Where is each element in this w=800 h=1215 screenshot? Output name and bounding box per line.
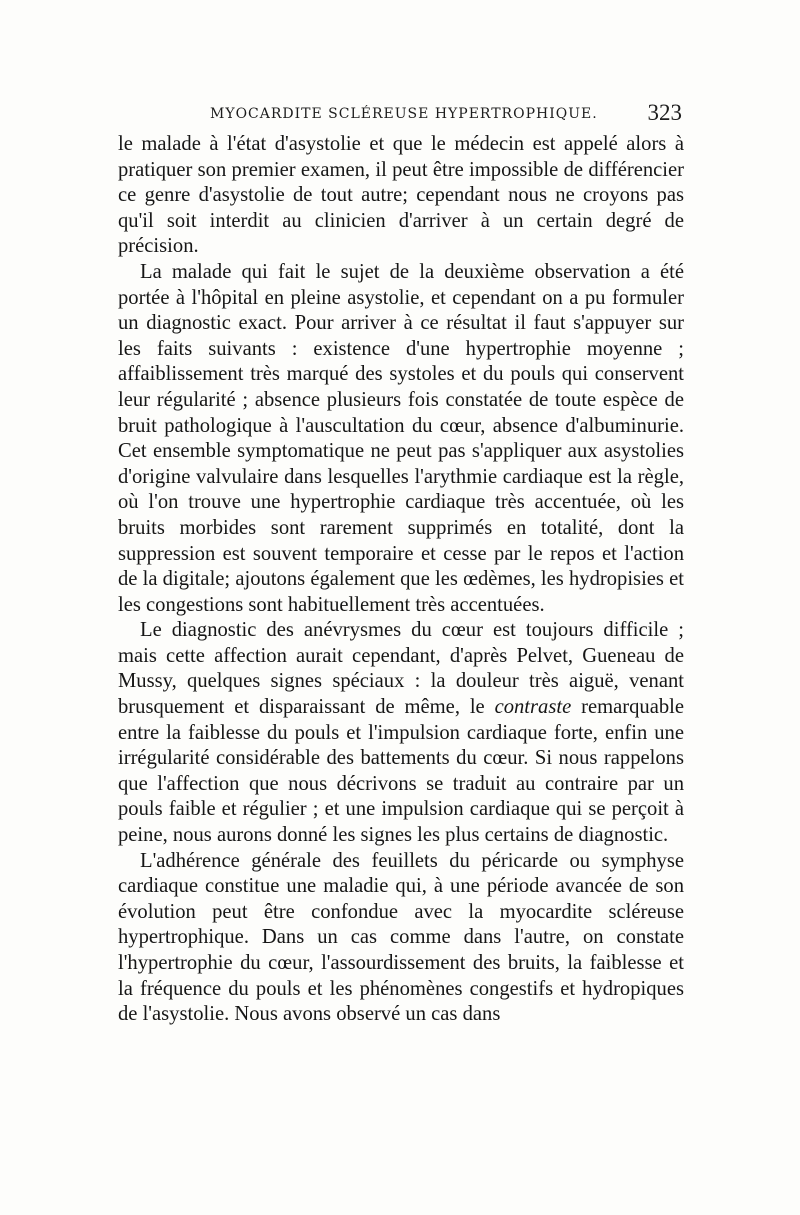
page-number: 323 bbox=[647, 100, 682, 125]
paragraph-anevrysmes-end: remarquable entre la faiblesse du pouls et l'impulsion cardiaque forte, enfin une irrégularité considérable des battements du cœur. Si nous rappelons que l'affection que nous décrivons se traduit au contraire par un pouls faible et régulier ; et une impulsion cardiaque qui se perçoit à peine, nous aurons donné les signes les plus certains de diagnostic. bbox=[118, 696, 684, 847]
emphasis-contraste: contraste bbox=[494, 696, 572, 719]
running-head bbox=[118, 100, 684, 130]
paragraph-diagnostic-asystolie: La malade qui fait le sujet de la deuxième observation a été portée à l'hôpital en pleine asystolie, et cependant on a pu formuler un diagnostic exact. Pour arriver à ce résultat il faut s'appuyer sur les faits suivants : existence d'une hypertrophie moyenne ; affaiblissement très marqué des systoles et du pouls qui conservent leur régularité ; absence plusieurs fois constatée de toute espèce de bruit pathologique à l'auscultation du cœur, absence d'albuminurie. Cet ensemble symptomatique ne peut pas s'appliquer aux asystolies d'origine valvulaire dans lesquelles l'arythmie cardiaque est la règle, où l'on trouve une hypertrophie cardiaque très accentuée, où les bruits morbides sont rarement supprimés en totalité, dont la suppression est souvent temporaire et cesse par le repos et l'action de la digitale; ajoutons également que les œdèmes, les hydropisies et les congestions sont habituellement très accentuées. bbox=[118, 260, 684, 616]
paragraph-continuation: le malade à l'état d'asystolie et que le médecin est appelé alors à pratiquer son premier examen, il peut être impossible de différencier ce genre d'asystolie de tout autre; cependant nous ne croyons pas qu'il soit interdit au clinicien d'arriver à un certain degré de précision. bbox=[118, 133, 684, 258]
body-text bbox=[118, 132, 684, 1028]
paragraph-symphyse: L'adhérence générale des feuillets du péricarde ou symphyse cardiaque constitue une maladie qui, à une période avancée de son évolution peut être confondue avec la myocardite scléreuse hypertrophique. Dans un cas comme dans l'autre, on constate l'hypertrophie du cœur, l'assourdissement des bruits, la faiblesse et la fréquence du pouls et les phénomènes congestifs et hydropiques de l'asystolie. Nous avons observé un cas dans bbox=[118, 849, 684, 1026]
paragraph-anevrysmes bbox=[118, 618, 684, 848]
paragraph-anevrysmes-start: Le diagnostic des anévrysmes du cœur est toujours difficile ; mais cette affection aurait cependant, d'après Pelvet, Gueneau de Mussy, quelques signes spéciaux : la douleur très aiguë, venant brusquement et disparaissant de même, le bbox=[118, 619, 684, 719]
running-title: MYOCARDITE SCLÉREUSE HYPERTROPHIQUE. bbox=[210, 106, 598, 122]
